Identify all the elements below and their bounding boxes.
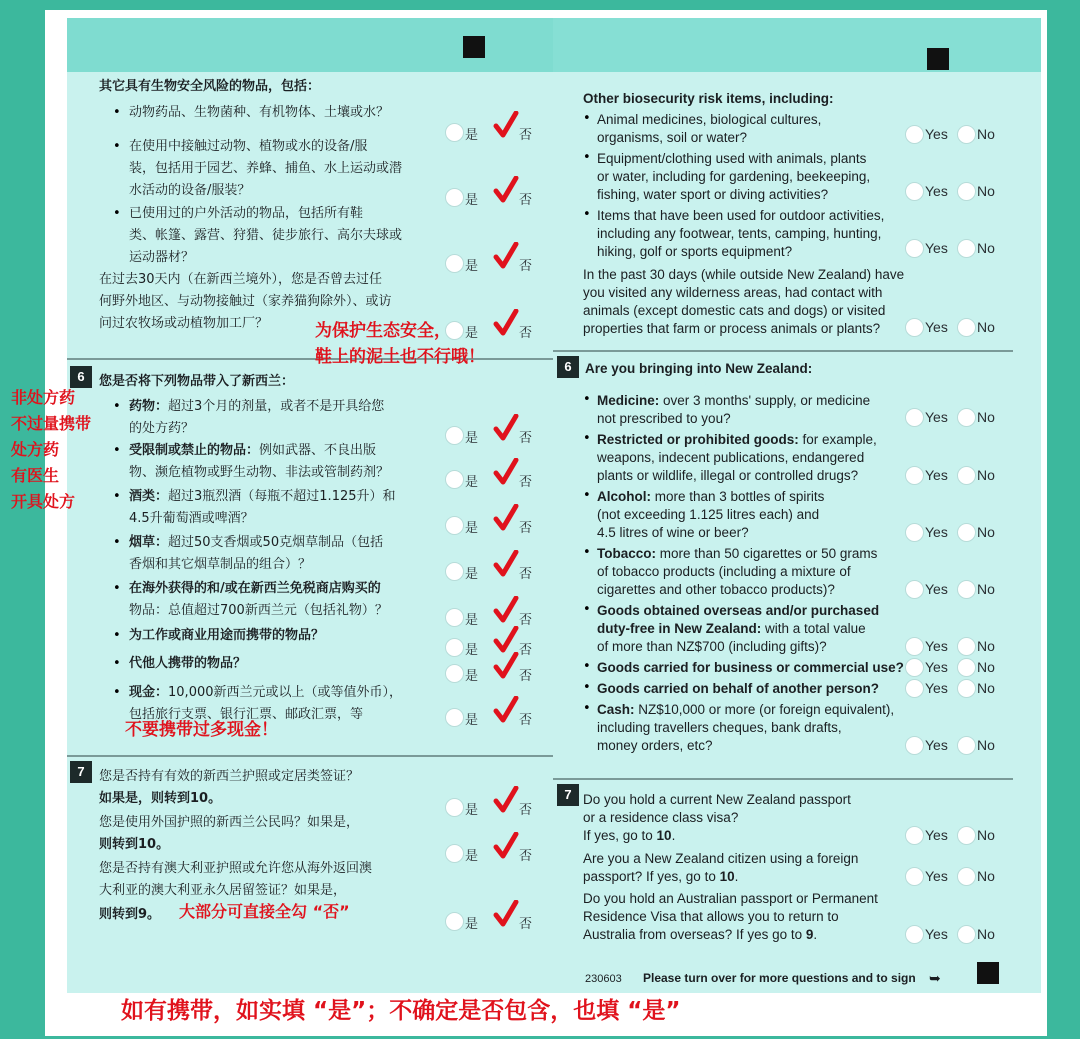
bullet: •	[583, 111, 591, 126]
no-label: 否	[519, 326, 533, 341]
marker-square	[463, 36, 485, 58]
s6-medicine-line-2-en: not prescribed to you?	[597, 411, 731, 426]
s6-alcohol-label-en: Alcohol:	[597, 489, 651, 504]
s7-q3-line-1-en: Do you hold an Australian passport or Permanent	[583, 891, 878, 906]
yes-radio[interactable]	[445, 516, 464, 535]
yes-label: 是	[465, 326, 479, 341]
s6-alcohol-line-2-en: (not exceeding 1.125 litres each) and	[597, 507, 820, 522]
yes-label: Yes	[925, 581, 948, 597]
no-label: 否	[519, 669, 533, 684]
s6-item-tobacco-line-1	[129, 532, 383, 554]
s6-item-restricted-text: 例如武器、不良出版	[259, 443, 377, 458]
no-label: 否	[519, 613, 533, 628]
checkmark-icon	[493, 111, 519, 139]
checkmark-icon	[493, 176, 519, 204]
bullet: •	[583, 545, 591, 560]
s6-behalf-en: Goods carried on behalf of another person?	[597, 681, 880, 696]
s5-item-3-line-2-en: including any footwear, tents, camping, hunting,	[597, 226, 882, 241]
yes-radio[interactable]	[905, 523, 924, 542]
s5-item-1-line-1: 动物药品、生物菌种、有机物体、土壤或水？	[129, 105, 390, 120]
s5-item-2-line-3: 水活动的设备/服装？	[129, 183, 251, 198]
s6-tobacco-line-1-en	[597, 545, 877, 563]
no-radio[interactable]	[957, 580, 976, 599]
s6-item-tobacco-text: 超过50支香烟或50克烟草制品（包括	[168, 535, 384, 550]
no-label: 否	[519, 643, 533, 658]
no-label: No	[977, 659, 995, 675]
bullet: •	[583, 431, 591, 446]
no-label: 否	[519, 475, 533, 490]
checkmark-icon	[493, 832, 519, 860]
most-no-note: 大部分可直接全勾 “否”	[179, 902, 350, 921]
s6-tobacco-line-3-en: cigarettes and other tobacco products)?	[597, 582, 835, 597]
side-note-line-3: 处方药	[11, 440, 60, 459]
yes-label: 是	[465, 567, 479, 582]
no-radio[interactable]	[957, 318, 976, 337]
s5-item-3-line-1-en: Items that have been used for outdoor activities,	[597, 208, 885, 223]
no-label: No	[977, 926, 995, 942]
yes-label: Yes	[925, 319, 948, 335]
s6-item-alcohol-label: 酒类：	[129, 489, 169, 504]
no-label: 否	[519, 259, 533, 274]
s6-overseas-line-3-en: of more than NZ$700 (including gifts)?	[597, 639, 827, 654]
section-6-number-en: 6	[557, 356, 579, 378]
s7-line-5: 您是否持有澳大利亚护照或允许您从海外返回澳	[99, 861, 373, 876]
yes-radio[interactable]	[445, 188, 464, 207]
yes-label: Yes	[925, 659, 948, 675]
bullet: •	[583, 207, 591, 222]
s5-intro-en: Other biosecurity risk items, including:	[583, 91, 834, 106]
yes-label: 是	[465, 669, 479, 684]
s6-item-overseas-line-2: 物品：总值超过700新西兰元（包括礼物）？	[129, 603, 388, 618]
yes-radio[interactable]	[445, 664, 464, 683]
no-label: 否	[519, 193, 533, 208]
no-label: No	[977, 409, 995, 425]
no-label: 否	[519, 128, 533, 143]
s7-line-6: 大利亚的澳大利亚永久居留签证？如果是，	[99, 883, 347, 898]
no-label: No	[977, 737, 995, 753]
s6-cash-line-2-en: including travellers cheques, bank drafts,	[597, 720, 842, 735]
checkmark-icon	[493, 414, 519, 442]
yes-label: 是	[465, 521, 479, 536]
yes-radio[interactable]	[905, 408, 924, 427]
bullet: •	[113, 105, 121, 120]
s6-cash-line-3-en: money orders, etc?	[597, 738, 713, 753]
checkmark-icon	[493, 504, 519, 532]
s6-item-medicine-line-1	[129, 396, 384, 418]
bullet: •	[583, 680, 591, 695]
yes-radio[interactable]	[905, 125, 924, 144]
s6-cash-label-en: Cash:	[597, 702, 635, 717]
no-label: 否	[519, 713, 533, 728]
bottom-note: 如有携带，如实填 “是”；不确定是否包含，也填 “是”	[121, 998, 681, 1024]
s6-item-medicine-line-2: 的处方药？	[129, 421, 195, 436]
no-radio[interactable]	[957, 736, 976, 755]
no-label: 否	[519, 567, 533, 582]
bullet: •	[583, 602, 591, 617]
s7-q1-goto-pre: If yes, go to	[583, 828, 657, 843]
no-label: No	[977, 581, 995, 597]
s7-q1-goto-num: 10	[656, 828, 672, 843]
s6-item-medicine-label: 药物：	[129, 399, 169, 414]
yes-label: Yes	[925, 183, 948, 199]
s7-q2-line-1-en: Are you a New Zealand citizen using a foreign	[583, 851, 859, 866]
s7-q3-line-3-en	[583, 926, 817, 944]
s7-q1-line-2-en: or a residence class visa?	[583, 810, 739, 825]
s6-medicine-rest-en: over 3 months' supply, or medicine	[659, 393, 871, 408]
yes-radio[interactable]	[445, 708, 464, 727]
bullet: •	[113, 628, 121, 643]
yes-radio[interactable]	[445, 470, 464, 489]
no-label: No	[977, 319, 995, 335]
section-divider	[553, 350, 1013, 352]
s6-item-tobacco-line-2: 香烟和其它烟草制品的组合）？	[129, 557, 312, 572]
no-radio[interactable]	[957, 679, 976, 698]
s6-item-alcohol-line-2: 4.5升葡萄酒或啤酒？	[129, 511, 254, 526]
yes-radio[interactable]	[905, 466, 924, 485]
yes-label: Yes	[925, 868, 948, 884]
yes-label: Yes	[925, 126, 948, 142]
bullet: •	[113, 489, 121, 504]
yes-radio[interactable]	[445, 254, 464, 273]
bullet: •	[113, 399, 121, 414]
yes-label: Yes	[925, 680, 948, 696]
no-label: No	[977, 524, 995, 540]
checkmark-icon	[493, 458, 519, 486]
s6-item-restricted-line-1	[129, 440, 376, 462]
yes-label: 是	[465, 193, 479, 208]
yes-label: 是	[465, 643, 479, 658]
turn-over-note: Please turn over for more questions and to sign	[643, 971, 916, 985]
s6-item-behalf: 代他人携带的物品？	[129, 656, 247, 671]
s6-item-restricted-label: 受限制或禁止的物品：	[129, 443, 260, 458]
s6-item-business: 为工作或商业用途而携带的物品？	[129, 628, 325, 643]
section-6-number: 6	[70, 366, 92, 388]
no-label: No	[977, 868, 995, 884]
checkmark-icon	[493, 652, 519, 680]
yes-radio[interactable]	[445, 123, 464, 142]
yes-radio[interactable]	[445, 638, 464, 657]
yes-label: 是	[465, 475, 479, 490]
s7-q3-goto-post: .	[813, 927, 818, 942]
checkmark-icon	[493, 786, 519, 814]
s6-restricted-rest-en: for example,	[798, 432, 877, 447]
s6-overseas-rest2-en: with a total value	[761, 621, 866, 636]
s7-q1-line-3-en	[583, 827, 675, 845]
yes-radio[interactable]	[905, 318, 924, 337]
s7-q2-goto-num: 10	[719, 869, 735, 884]
no-radio[interactable]	[957, 125, 976, 144]
bullet: •	[583, 659, 591, 674]
s7-line-7: 则转到9。	[99, 907, 161, 922]
s6-medicine-line-1-en	[597, 392, 870, 410]
arrow-right-icon: ➥	[929, 970, 941, 986]
no-radio[interactable]	[957, 239, 976, 258]
s6-overseas-line-2-en	[597, 620, 866, 638]
s5-item-2-line-2-en: or water, including for gardening, beekeeping,	[597, 169, 871, 184]
customs-form-page	[11, 10, 1047, 1036]
shoe-soil-note-line-1: 为保护生态安全，	[315, 321, 451, 341]
s6-restricted-label-en: Restricted or prohibited goods:	[597, 432, 799, 447]
s7-q1-goto-post: .	[671, 828, 676, 843]
no-label: No	[977, 467, 995, 483]
s6-alcohol-rest-en: more than 3 bottles of spirits	[651, 489, 825, 504]
no-radio[interactable]	[957, 658, 976, 677]
marker-square	[927, 48, 949, 70]
no-label: No	[977, 240, 995, 256]
s5-item-3-line-3-en: hiking, golf or sports equipment?	[597, 244, 793, 259]
yes-label: 是	[465, 917, 479, 932]
no-radio[interactable]	[957, 182, 976, 201]
s6-restricted-line-2-en: weapons, indecent publications, endangered	[597, 450, 865, 465]
s7-line-2: 如果是，则转到10。	[99, 791, 222, 806]
s7-q2-goto-post: .	[734, 869, 739, 884]
s6-medicine-label-en: Medicine:	[597, 393, 660, 408]
no-label: No	[977, 680, 995, 696]
s6-item-medicine-text: 超过3个月的剂量，或者不是开具给您	[168, 399, 385, 414]
s7-line-4: 则转到10。	[99, 837, 170, 852]
yes-radio[interactable]	[905, 182, 924, 201]
checkmark-icon	[493, 550, 519, 578]
s6-alcohol-line-1-en	[597, 488, 824, 506]
s5-intro: 其它具有生物安全风险的物品，包括：	[99, 79, 321, 94]
s6-overseas-label2-en: duty-free in New Zealand:	[597, 621, 762, 636]
side-note-line-2: 不过量携带	[11, 414, 92, 433]
checkmark-icon	[493, 626, 519, 654]
no-radio[interactable]	[957, 925, 976, 944]
s6-item-cash-label: 现金：	[129, 685, 169, 700]
s7-q3-line-2-en: Residence Visa that allows you to return to	[583, 909, 839, 924]
bullet: •	[113, 581, 121, 596]
section-7-number: 7	[70, 761, 92, 783]
bullet: •	[113, 535, 121, 550]
form-code: 230603	[585, 973, 622, 985]
yes-label: Yes	[925, 926, 948, 942]
side-note-line-1: 非处方药	[11, 388, 76, 407]
s6-business-en: Goods carried for business or commercial use?	[597, 660, 904, 675]
s6-restricted-line-3-en: plants or wildlife, illegal or controlled drugs?	[597, 468, 859, 483]
s5-item-2-line-1: 在使用中接触过动物、植物或水的设备/服	[129, 139, 368, 154]
yes-radio[interactable]	[905, 925, 924, 944]
yes-radio[interactable]	[905, 637, 924, 656]
yes-radio[interactable]	[445, 844, 464, 863]
no-label: 否	[519, 431, 533, 446]
yes-radio[interactable]	[905, 658, 924, 677]
cash-note: 不要携带过多现金！	[125, 720, 278, 740]
s5-past30-line-4-en: properties that farm or process animals or plants?	[583, 321, 881, 336]
bullet: •	[113, 656, 121, 671]
s5-past30-line-1-en: In the past 30 days (while outside New Zealand) have	[583, 267, 905, 282]
bullet: •	[113, 139, 121, 154]
s6-alcohol-line-3-en: 4.5 litres of wine or beer?	[597, 525, 749, 540]
s5-past30-line-2-en: you visited any wilderness areas, had contact with	[583, 285, 883, 300]
checkmark-icon	[493, 900, 519, 928]
checkmark-icon	[493, 596, 519, 624]
s6-item-tobacco-label: 烟草：	[129, 535, 169, 550]
no-radio[interactable]	[957, 867, 976, 886]
yes-label: Yes	[925, 240, 948, 256]
yes-radio[interactable]	[445, 798, 464, 817]
shoe-soil-note-line-2: 鞋上的泥土也不行哦！	[315, 347, 485, 367]
yes-radio[interactable]	[905, 580, 924, 599]
section-divider	[67, 755, 553, 757]
s7-q1-line-1-en: Do you hold a current New Zealand passport	[583, 792, 851, 807]
yes-radio[interactable]	[905, 736, 924, 755]
yes-radio[interactable]	[445, 912, 464, 931]
s6-overseas-line-1-en: Goods obtained overseas and/or purchased	[597, 603, 880, 618]
s7-line-3: 您是使用外国护照的新西兰公民吗？如果是，	[99, 815, 360, 830]
no-label: No	[977, 126, 995, 142]
s6-cash-rest-en: NZ$10,000 or more (or foreign equivalent),	[634, 702, 895, 717]
no-label: No	[977, 827, 995, 843]
no-radio[interactable]	[957, 637, 976, 656]
chinese-panel-header	[67, 18, 593, 72]
checkmark-icon	[493, 309, 519, 337]
no-label: 否	[519, 917, 533, 932]
s5-item-2-line-3-en: fishing, water sport or diving activities?	[597, 187, 829, 202]
s5-past30-line-3-en: animals (except domestic cats and dogs) or visited	[583, 303, 886, 318]
bullet: •	[113, 443, 121, 458]
s7-q3-goto-pre: Australia from overseas? If yes go to	[583, 927, 806, 942]
english-panel	[553, 18, 1041, 993]
yes-radio[interactable]	[905, 826, 924, 845]
no-radio[interactable]	[957, 466, 976, 485]
bullet: •	[583, 392, 591, 407]
yes-label: 是	[465, 803, 479, 818]
s7-q2-line-2-en	[583, 868, 738, 886]
s5-item-1-line-1-en: Animal medicines, biological cultures,	[597, 112, 822, 127]
yes-radio[interactable]	[445, 562, 464, 581]
s6-title: 您是否将下列物品带入了新西兰：	[99, 374, 295, 389]
section-7-number-en: 7	[557, 784, 579, 806]
yes-label: Yes	[925, 737, 948, 753]
s6-item-cash-line-1	[129, 682, 402, 704]
chinese-panel	[67, 18, 593, 993]
s6-item-restricted-line-2: 物、濒危植物或野生动物、非法或管制药剂？	[129, 465, 390, 480]
s6-restricted-line-1-en	[597, 431, 877, 449]
yes-label: 是	[465, 431, 479, 446]
s6-item-overseas-line-1: 在海外获得的和/或在新西兰免税商店购买的	[129, 581, 381, 596]
bullet: •	[113, 685, 121, 700]
s6-item-alcohol-line-1	[129, 486, 396, 508]
bullet: •	[583, 150, 591, 165]
s6-tobacco-line-2-en: of tobacco products (including a mixture of	[597, 564, 851, 579]
s5-past30-line-1: 在过去30天内（在新西兰境外），您是否曾去过任	[99, 272, 383, 287]
s5-item-3-line-1: 已使用过的户外活动的物品，包括所有鞋	[129, 206, 364, 221]
s6-title-en: Are you bringing into New Zealand:	[585, 361, 813, 376]
s6-item-cash-text: 10,000新西兰元或以上（或等值外币），	[168, 685, 403, 700]
s5-item-3-line-2: 类、帐篷、露营、狩猎、徒步旅行、高尔夫球或	[129, 228, 403, 243]
s7-q2-goto-pre: passport? If yes, go to	[583, 869, 720, 884]
yes-label: Yes	[925, 409, 948, 425]
s6-item-cash-line-2: 包括旅行支票、银行汇票、邮政汇票，等	[129, 707, 364, 722]
yes-label: Yes	[925, 827, 948, 843]
s5-item-2-line-1-en: Equipment/clothing used with animals, plants	[597, 151, 867, 166]
bullet: •	[583, 488, 591, 503]
yes-label: Yes	[925, 467, 948, 483]
yes-radio[interactable]	[905, 867, 924, 886]
checkmark-icon	[493, 242, 519, 270]
yes-radio[interactable]	[905, 239, 924, 258]
yes-label: 是	[465, 849, 479, 864]
section-divider	[553, 778, 1013, 780]
side-note-line-4: 有医生	[11, 466, 60, 485]
yes-label: 是	[465, 613, 479, 628]
s5-past30-line-2: 何野外地区、与动物接触过（家养猫狗除外）、或访	[99, 294, 392, 309]
no-label: 否	[519, 849, 533, 864]
bullet: •	[113, 206, 121, 221]
yes-label: Yes	[925, 524, 948, 540]
yes-label: 是	[465, 128, 479, 143]
no-label: No	[977, 183, 995, 199]
s6-tobacco-label-en: Tobacco:	[597, 546, 657, 561]
side-note-line-5: 开具处方	[11, 492, 76, 511]
s5-item-3-line-3: 运动器材？	[129, 250, 195, 265]
yes-radio[interactable]	[445, 608, 464, 627]
s6-tobacco-rest-en: more than 50 cigarettes or 50 grams	[656, 546, 878, 561]
s5-item-1-line-2-en: organisms, soil or water?	[597, 130, 748, 145]
s5-past30-line-3: 问过农牧场或动植物加工厂？	[99, 316, 269, 331]
s5-item-2-line-2: 装，包括用于园艺、养蜂、捕鱼、水上运动或潜	[129, 161, 403, 176]
no-label: 否	[519, 803, 533, 818]
s7-q3-goto-num: 9	[805, 927, 814, 942]
yes-label: Yes	[925, 638, 948, 654]
bullet: •	[583, 701, 591, 716]
no-radio[interactable]	[957, 408, 976, 427]
no-radio[interactable]	[957, 523, 976, 542]
english-panel-header	[553, 18, 1041, 72]
s6-item-alcohol-text: 超过3瓶烈酒（每瓶不超过1.125升）和	[168, 489, 396, 504]
no-radio[interactable]	[957, 826, 976, 845]
s6-cash-line-1-en	[597, 701, 894, 719]
no-label: 否	[519, 521, 533, 536]
s7-line-1: 您是否持有有效的新西兰护照或定居类签证？	[99, 769, 360, 784]
yes-radio[interactable]	[905, 679, 924, 698]
checkmark-icon	[493, 696, 519, 724]
yes-label: 是	[465, 259, 479, 274]
yes-label: 是	[465, 713, 479, 728]
yes-radio[interactable]	[445, 426, 464, 445]
marker-square	[977, 962, 999, 984]
no-label: No	[977, 638, 995, 654]
